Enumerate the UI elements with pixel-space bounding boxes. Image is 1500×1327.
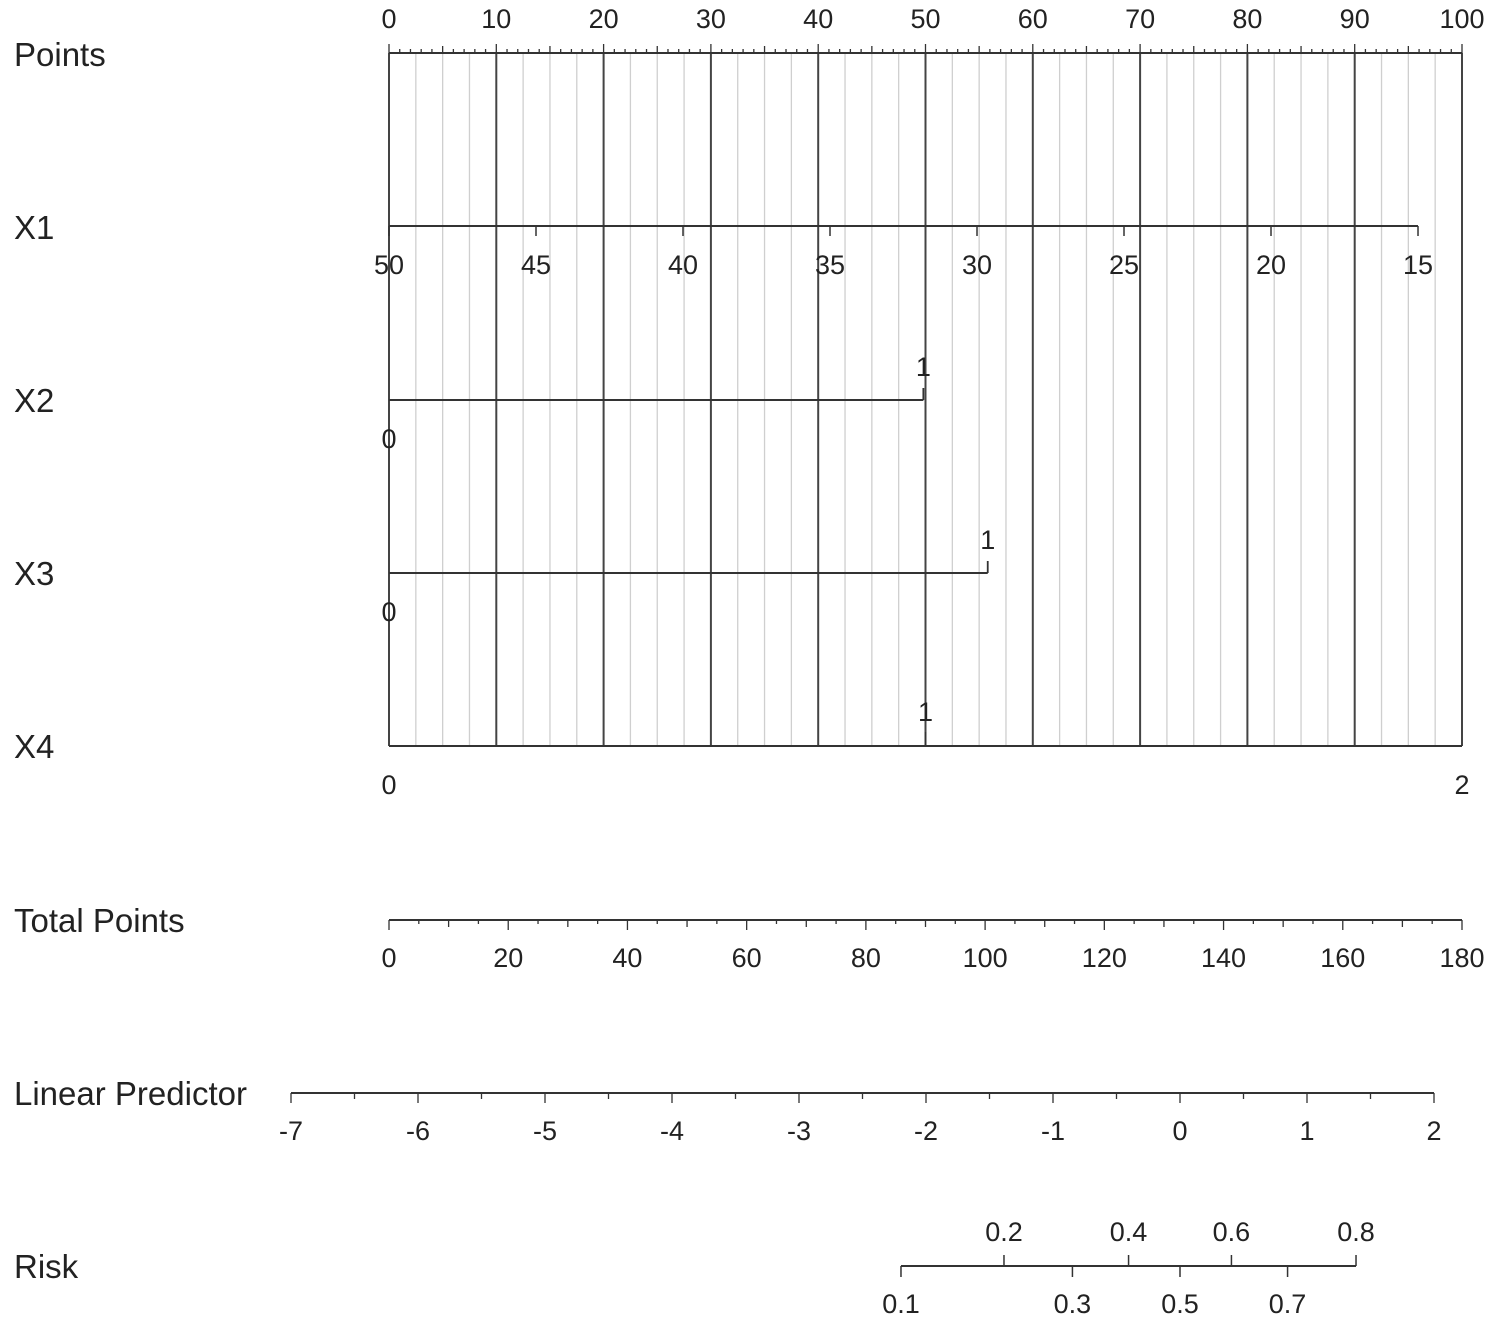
total-points-tick-label: 160 [1320,943,1366,973]
x4-tick-label-high: 2 [1454,770,1470,800]
total-points-tick-label: 20 [493,943,524,973]
x3-tick-label-high: 1 [980,525,996,555]
risk-tick-label: 0.3 [1053,1289,1092,1319]
linear-predictor-tick-label: -4 [659,1116,685,1146]
x1-tick-label: 30 [961,250,993,280]
risk-tick-label: 0.2 [985,1217,1023,1247]
points-axis-tick-label: 80 [1232,4,1263,34]
row-label-x4: X4 [14,728,55,765]
row-label-linear-predictor: Linear Predictor [14,1075,247,1112]
points-axis-tick-label: 100 [1439,4,1485,34]
x1-tick-label: 50 [373,250,405,280]
points-axis-tick-label: 70 [1125,4,1156,34]
linear-predictor-tick-label: -5 [532,1116,558,1146]
total-points-tick-label: 40 [612,943,643,973]
total-points-tick-label: 60 [731,943,762,973]
x1-tick-label: 15 [1402,250,1434,280]
x1-tick-label: 40 [667,250,699,280]
risk-tick-label: 0.5 [1161,1289,1199,1319]
risk-tick-label: 0.7 [1268,1289,1307,1319]
linear-predictor-tick-label: 0 [1172,1116,1188,1146]
x3-tick-label-low: 0 [381,597,397,627]
row-label-x2: X2 [14,382,55,419]
total-points-tick-label: 100 [962,943,1008,973]
risk-tick-label: 0.4 [1109,1217,1148,1247]
points-axis-tick-label: 40 [803,4,834,34]
total-points-tick-label: 80 [850,943,881,973]
linear-predictor-tick-label: 2 [1426,1116,1442,1146]
x2-tick-label-high: 1 [915,352,931,382]
x1-tick-label: 20 [1255,250,1287,280]
points-axis-tick-label: 60 [1017,4,1048,34]
row-label-points: Points [14,36,106,73]
row-label-x1: X1 [14,209,55,246]
linear-predictor-tick-label: -2 [913,1116,939,1146]
x4-tick-label-low: 0 [381,770,397,800]
x1-tick-label: 35 [814,250,846,280]
risk-tick-label: 0.1 [882,1289,920,1319]
points-axis-tick-label: 50 [910,4,941,34]
row-label-risk: Risk [14,1248,79,1285]
x1-tick-label: 25 [1108,250,1140,280]
x1-tick-label: 45 [520,250,552,280]
x4-tick-label-mid: 1 [917,697,934,727]
total-points-tick-label: 120 [1081,943,1127,973]
total-points-tick-label: 0 [381,943,397,973]
linear-predictor-tick-label: -1 [1040,1116,1066,1146]
points-axis-tick-label: 10 [481,4,512,34]
risk-tick-label: 0.6 [1212,1217,1251,1247]
total-points-tick-label: 140 [1201,943,1247,973]
points-axis-tick-label: 20 [588,4,619,34]
row-label-x3: X3 [14,555,55,592]
row-labels [14,36,247,1285]
x2-tick-label-low: 0 [381,424,397,454]
linear-predictor-tick-label: -6 [405,1116,431,1146]
linear-predictor-tick-label: 1 [1299,1116,1315,1146]
linear-predictor-tick-label: -3 [786,1116,812,1146]
linear-predictor-tick-label: -7 [278,1116,304,1146]
axes [279,4,1485,1319]
row-label-total-points: Total Points [14,902,185,939]
points-axis-tick-label: 0 [381,4,397,34]
points-axis-tick-label: 30 [695,4,726,34]
total-points-tick-label: 180 [1439,943,1485,973]
points-axis-tick-label: 90 [1339,4,1370,34]
risk-tick-label: 0.8 [1337,1217,1375,1247]
